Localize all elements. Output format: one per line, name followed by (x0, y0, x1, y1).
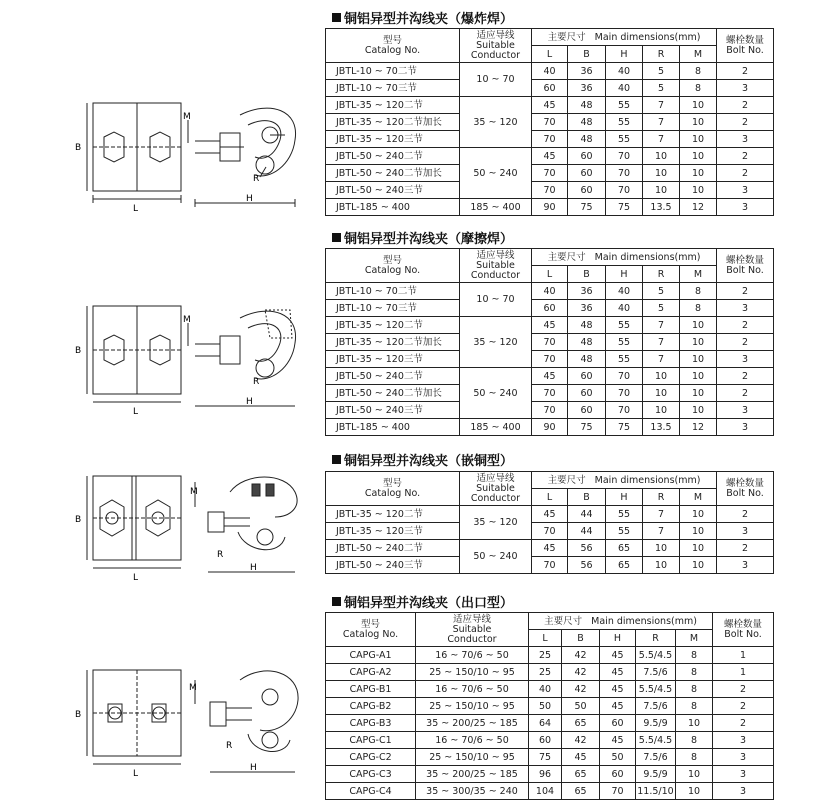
label-L: L (133, 204, 139, 214)
table-row: JBTL-35 ~ 120三节 70 44 55 7 10 3 (326, 523, 774, 540)
catalog-header: 型号 Catalog No. (326, 249, 460, 283)
table-row: JBTL-50 ~ 240三节 70 60 70 10 10 3 (326, 402, 774, 419)
label-R: R (253, 174, 260, 184)
section-title: 铜铝异型并沟线夹（嵌铜型） (332, 450, 513, 469)
label-H: H (246, 194, 253, 204)
square-bullet-icon (332, 597, 341, 606)
spec-table (325, 612, 774, 800)
col-H: H (600, 630, 636, 647)
bolt-header: 螺栓数量 Bolt No. (717, 472, 774, 506)
table-row: JBTL-10 ~ 70三节 60 36 40 5 8 3 (326, 300, 774, 317)
table-row: CAPG-C4 35 ~ 300/35 ~ 240 104 65 70 11.5/10 10 3 (326, 783, 774, 800)
col-M: M (680, 266, 717, 283)
conductor-header: 适应导线 Suitable Conductor (460, 249, 532, 283)
col-R: R (643, 489, 680, 506)
table-row: CAPG-A2 25 ~ 150/10 ~ 95 25 42 45 7.5/6 8 1 (326, 664, 774, 681)
conductor-header: 适应导线 Suitable Conductor (416, 613, 529, 647)
clamp-drawing-outlet (70, 662, 320, 786)
col-M: M (680, 489, 717, 506)
bolt-header: 螺栓数量 Bolt No. (717, 249, 774, 283)
section-title: 铜铝异型并沟线夹（摩擦焊） (332, 228, 513, 247)
table-row: JBTL-35 ~ 120二节加长 70 48 55 7 10 2 (326, 114, 774, 131)
table-row: CAPG-B3 35 ~ 200/25 ~ 185 64 65 60 9.5/9 10 2 (326, 715, 774, 732)
table-row: JBTL-35 ~ 120二节加长 70 48 55 7 10 2 (326, 334, 774, 351)
catalog-header: 型号 Catalog No. (326, 472, 460, 506)
dims-header: 主要尺寸 Main dimensions(mm) (532, 249, 717, 266)
col-L: L (532, 46, 568, 63)
table-row: JBTL-50 ~ 240二节 50 ~ 240 45 56 65 10 10 2 (326, 540, 774, 557)
clamp-drawing-friction-weld (70, 298, 320, 422)
spec-table (325, 471, 774, 574)
table-row: JBTL-50 ~ 240二节 50 ~ 240 45 60 70 10 10 2 (326, 368, 774, 385)
label-H: H (250, 563, 257, 573)
dims-header: 主要尺寸 Main dimensions(mm) (529, 613, 713, 630)
conductor-header: 适应导线 Suitable Conductor (460, 472, 532, 506)
col-R: R (643, 46, 680, 63)
table-row: JBTL-185 ~ 400 185 ~ 400 90 75 75 13.5 12 3 (326, 199, 774, 216)
col-B: B (568, 489, 606, 506)
label-M: M (190, 487, 198, 497)
label-H: H (250, 763, 257, 773)
table-row: JBTL-35 ~ 120二节 35 ~ 120 45 48 55 7 10 2 (326, 317, 774, 334)
table-row: JBTL-35 ~ 120二节 35 ~ 120 45 48 55 7 10 2 (326, 97, 774, 114)
label-L: L (133, 769, 139, 779)
table-row: JBTL-50 ~ 240二节加长 70 60 70 10 10 2 (326, 165, 774, 182)
label-M: M (183, 315, 191, 325)
spec-table (325, 28, 774, 216)
square-bullet-icon (332, 13, 341, 22)
table-row: JBTL-50 ~ 240二节 50 ~ 240 45 60 70 10 10 2 (326, 148, 774, 165)
table-row: CAPG-B2 25 ~ 150/10 ~ 95 50 50 45 7.5/6 8 2 (326, 698, 774, 715)
label-L: L (133, 573, 139, 582)
label-B: B (75, 515, 82, 525)
label-M: M (183, 112, 191, 122)
clamp-drawing-explosion-weld (70, 95, 320, 219)
table-row: JBTL-50 ~ 240三节 70 60 70 10 10 3 (326, 182, 774, 199)
table-row: JBTL-185 ~ 400 185 ~ 400 90 75 75 13.5 12 3 (326, 419, 774, 436)
catalog-header: 型号 Catalog No. (326, 613, 416, 647)
col-B: B (568, 46, 606, 63)
catalog-header: 型号 Catalog No. (326, 29, 460, 63)
col-H: H (606, 489, 643, 506)
table-row: CAPG-C3 35 ~ 200/25 ~ 185 96 65 60 9.5/9 10 3 (326, 766, 774, 783)
col-R: R (636, 630, 676, 647)
col-L: L (532, 266, 568, 283)
col-B: B (562, 630, 600, 647)
conductor-header: 适应导线 Suitable Conductor (460, 29, 532, 63)
square-bullet-icon (332, 233, 341, 242)
col-R: R (643, 266, 680, 283)
table-row: CAPG-C1 16 ~ 70/6 ~ 50 60 42 45 5.5/4.5 8 3 (326, 732, 774, 749)
bolt-header: 螺栓数量 Bolt No. (713, 613, 774, 647)
table-row: JBTL-35 ~ 120三节 70 48 55 7 10 3 (326, 131, 774, 148)
label-M: M (189, 683, 197, 693)
table-row: JBTL-35 ~ 120二节 35 ~ 120 45 44 55 7 10 2 (326, 506, 774, 523)
dims-header: 主要尺寸 Main dimensions(mm) (532, 29, 717, 46)
label-B: B (75, 346, 82, 356)
section-title: 铜铝异型并沟线夹（出口型） (332, 592, 513, 611)
col-H: H (606, 266, 643, 283)
table-row: JBTL-50 ~ 240三节 70 56 65 10 10 3 (326, 557, 774, 574)
table-row: JBTL-50 ~ 240二节加长 70 60 70 10 10 2 (326, 385, 774, 402)
bolt-header: 螺栓数量 Bolt No. (717, 29, 774, 63)
col-B: B (568, 266, 606, 283)
table-row: CAPG-B1 16 ~ 70/6 ~ 50 40 42 45 5.5/4.5 8 2 (326, 681, 774, 698)
label-B: B (75, 710, 82, 720)
clamp-drawing-copper-inlay (70, 462, 320, 586)
table-row: CAPG-C2 25 ~ 150/10 ~ 95 75 45 50 7.5/6 8 3 (326, 749, 774, 766)
col-L: L (529, 630, 562, 647)
label-L: L (133, 407, 139, 417)
square-bullet-icon (332, 455, 341, 464)
spec-table (325, 248, 774, 436)
col-L: L (532, 489, 568, 506)
section-title: 铜铝异型并沟线夹（爆炸焊） (332, 8, 513, 27)
table-row: JBTL-10 ~ 70二节 10 ~ 70 40 36 40 5 8 2 (326, 283, 774, 300)
label-H: H (246, 397, 253, 407)
col-M: M (680, 46, 717, 63)
table-row: CAPG-A1 16 ~ 70/6 ~ 50 25 42 45 5.5/4.5 8 1 (326, 647, 774, 664)
table-row: JBTL-10 ~ 70三节 60 36 40 5 8 3 (326, 80, 774, 97)
label-B: B (75, 143, 82, 153)
label-R: R (226, 741, 233, 751)
table-row: JBTL-10 ~ 70二节 10 ~ 70 40 36 40 5 8 2 (326, 63, 774, 80)
label-R: R (217, 550, 224, 560)
col-H: H (606, 46, 643, 63)
dims-header: 主要尺寸 Main dimensions(mm) (532, 472, 717, 489)
label-R: R (253, 377, 260, 387)
col-M: M (676, 630, 713, 647)
table-row: JBTL-35 ~ 120三节 70 48 55 7 10 3 (326, 351, 774, 368)
